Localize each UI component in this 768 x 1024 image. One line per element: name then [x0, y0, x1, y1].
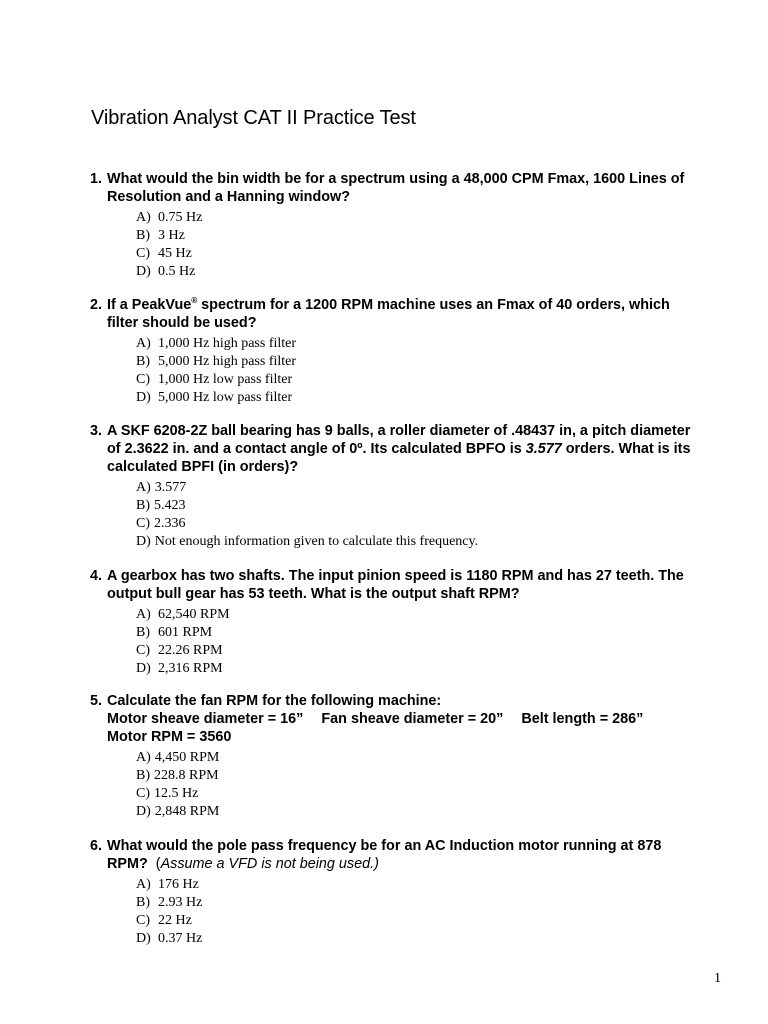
question-line: Motor RPM = 3560: [107, 729, 232, 745]
option-letter: A): [136, 480, 151, 495]
option-letter: D): [136, 390, 151, 405]
option-letter: A): [136, 336, 151, 351]
option-text: 45 Hz: [158, 246, 192, 261]
option-text: 3.577: [154, 480, 187, 495]
answer-option: [136, 876, 730, 894]
question-line: filter should be used?: [107, 315, 257, 331]
option-letter: D): [136, 264, 151, 279]
option-text: 5.423: [154, 498, 186, 513]
option-text: 3 Hz: [158, 228, 185, 243]
option-text: 22.26 RPM: [158, 643, 223, 658]
bpfo-value: 3.577: [525, 441, 562, 457]
answer-options: [136, 209, 730, 281]
option-letter: D): [136, 534, 151, 549]
question-line: [107, 855, 730, 873]
question-number: 1.: [90, 171, 103, 187]
answer-option: [136, 227, 730, 245]
option-text: 5,000 Hz high pass filter: [158, 354, 297, 369]
question-number: 3.: [90, 423, 103, 439]
option-text: 0.37 Hz: [158, 931, 203, 946]
answer-options: [136, 749, 730, 821]
question-text-part: of 2.3622 in. and a contact angle of 0º. Its calculated BPFO is: [107, 441, 526, 457]
option-letter: A): [136, 607, 151, 622]
option-text: 2.336: [154, 516, 186, 531]
option-text: 22 Hz: [158, 913, 192, 928]
option-letter: A): [136, 877, 151, 892]
option-letter: C): [136, 913, 150, 928]
question-3: [90, 422, 730, 551]
option-letter: D): [136, 931, 151, 946]
answer-option: [136, 389, 730, 407]
option-text: 0.75 Hz: [158, 210, 203, 225]
question-line: calculated BPFI (in orders)?: [107, 459, 299, 475]
option-text: 601 RPM: [158, 625, 213, 640]
option-letter: D): [136, 661, 151, 676]
answer-options: [136, 876, 730, 948]
answer-option: [136, 245, 730, 263]
answer-option: [136, 767, 730, 785]
option-text: 1,000 Hz low pass filter: [158, 372, 293, 387]
question-number: 6.: [90, 838, 103, 854]
option-text: 2,848 RPM: [154, 804, 220, 819]
option-letter: B): [136, 228, 150, 243]
answer-option: [136, 353, 730, 371]
answer-option: [136, 749, 730, 767]
option-letter: C): [136, 246, 150, 261]
option-text: 2,316 RPM: [158, 661, 223, 676]
answer-options: [136, 335, 730, 407]
answer-option: [136, 497, 730, 515]
fan-sheave-spec: Fan sheave diameter = 20”: [321, 711, 504, 727]
question-text: [107, 567, 730, 603]
belt-length-spec: Belt length = 286”: [521, 711, 644, 727]
option-text: 1,000 Hz high pass filter: [158, 336, 297, 351]
page-number: 1: [714, 971, 721, 986]
answer-option: [136, 642, 730, 660]
question-line: A gearbox has two shafts. The input pinion speed is 1180 RPM and has 27 teeth. The: [107, 568, 684, 584]
question-line: Resolution and a Hanning window?: [107, 189, 351, 205]
answer-option: [136, 624, 730, 642]
question-number: 2.: [90, 297, 103, 313]
option-letter: B): [136, 498, 150, 513]
answer-options: [136, 606, 730, 678]
option-letter: C): [136, 643, 150, 658]
option-letter: C): [136, 372, 150, 387]
question-line: What would the bin width be for a spectrum using a 48,000 CPM Fmax, 1600 Lines of: [107, 171, 685, 187]
question-line: [107, 440, 730, 458]
question-number: 4.: [90, 568, 103, 584]
option-letter: B): [136, 354, 150, 369]
option-text: 0.5 Hz: [158, 264, 196, 279]
question-number: 5.: [90, 693, 103, 709]
question-text-part: spectrum for a 1200 RPM machine uses an Fmax of 40 orders, which: [197, 297, 670, 313]
option-letter: A): [136, 210, 151, 225]
question-note: Assume a VFD is not being used.): [160, 856, 379, 872]
page-title: Vibration Analyst CAT II Practice Test: [91, 107, 416, 129]
motor-sheave-spec: Motor sheave diameter = 16”: [107, 711, 304, 727]
answer-option: [136, 533, 730, 551]
question-5: [90, 692, 730, 821]
question-4: [90, 567, 730, 678]
option-text: 5,000 Hz low pass filter: [158, 390, 293, 405]
answer-option: [136, 479, 730, 497]
question-line: [107, 296, 730, 314]
option-text: 4,450 RPM: [154, 750, 220, 765]
question-line: output bull gear has 53 teeth. What is the output shaft RPM?: [107, 586, 520, 602]
answer-option: [136, 912, 730, 930]
answer-option: [136, 930, 730, 948]
question-2: [90, 296, 730, 407]
question-text: [107, 692, 730, 746]
answer-options: [136, 479, 730, 551]
answer-option: [136, 803, 730, 821]
option-letter: A): [136, 750, 151, 765]
answer-option: [136, 515, 730, 533]
answer-option: [136, 263, 730, 281]
question-text: [107, 422, 730, 476]
option-text: 228.8 RPM: [154, 768, 219, 783]
option-text: 62,540 RPM: [158, 607, 230, 622]
question-text: [107, 170, 730, 206]
option-letter: B): [136, 768, 150, 783]
question-1: [90, 170, 730, 281]
option-letter: B): [136, 625, 150, 640]
answer-option: [136, 785, 730, 803]
question-line: A SKF 6208-2Z ball bearing has 9 balls, a roller diameter of .48437 in, a pitch diameter: [107, 423, 691, 439]
question-text: [107, 837, 730, 873]
question-line: Calculate the fan RPM for the following machine:: [107, 693, 442, 709]
option-text: 176 Hz: [158, 877, 199, 892]
answer-option: [136, 606, 730, 624]
option-text: 2.93 Hz: [158, 895, 203, 910]
answer-option: [136, 371, 730, 389]
answer-option: [136, 660, 730, 678]
option-letter: C): [136, 786, 150, 801]
question-line: [107, 710, 730, 728]
registered-mark: ®: [191, 296, 198, 306]
option-text: Not enough information given to calculate this frequency.: [154, 534, 479, 549]
answer-option: [136, 209, 730, 227]
option-letter: C): [136, 516, 150, 531]
question-text: [107, 296, 730, 332]
question-text-part: RPM?: [107, 856, 156, 872]
answer-option: [136, 894, 730, 912]
option-letter: D): [136, 804, 151, 819]
answer-option: [136, 335, 730, 353]
question-text-part: orders. What is its: [561, 441, 691, 457]
question-6: [90, 837, 730, 948]
question-text-part: If a PeakVue: [107, 297, 192, 313]
question-line: What would the pole pass frequency be for an AC Induction motor running at 878: [107, 838, 662, 854]
option-text: 12.5 Hz: [154, 786, 199, 801]
option-letter: B): [136, 895, 150, 910]
question-text-part: (: [155, 856, 161, 872]
